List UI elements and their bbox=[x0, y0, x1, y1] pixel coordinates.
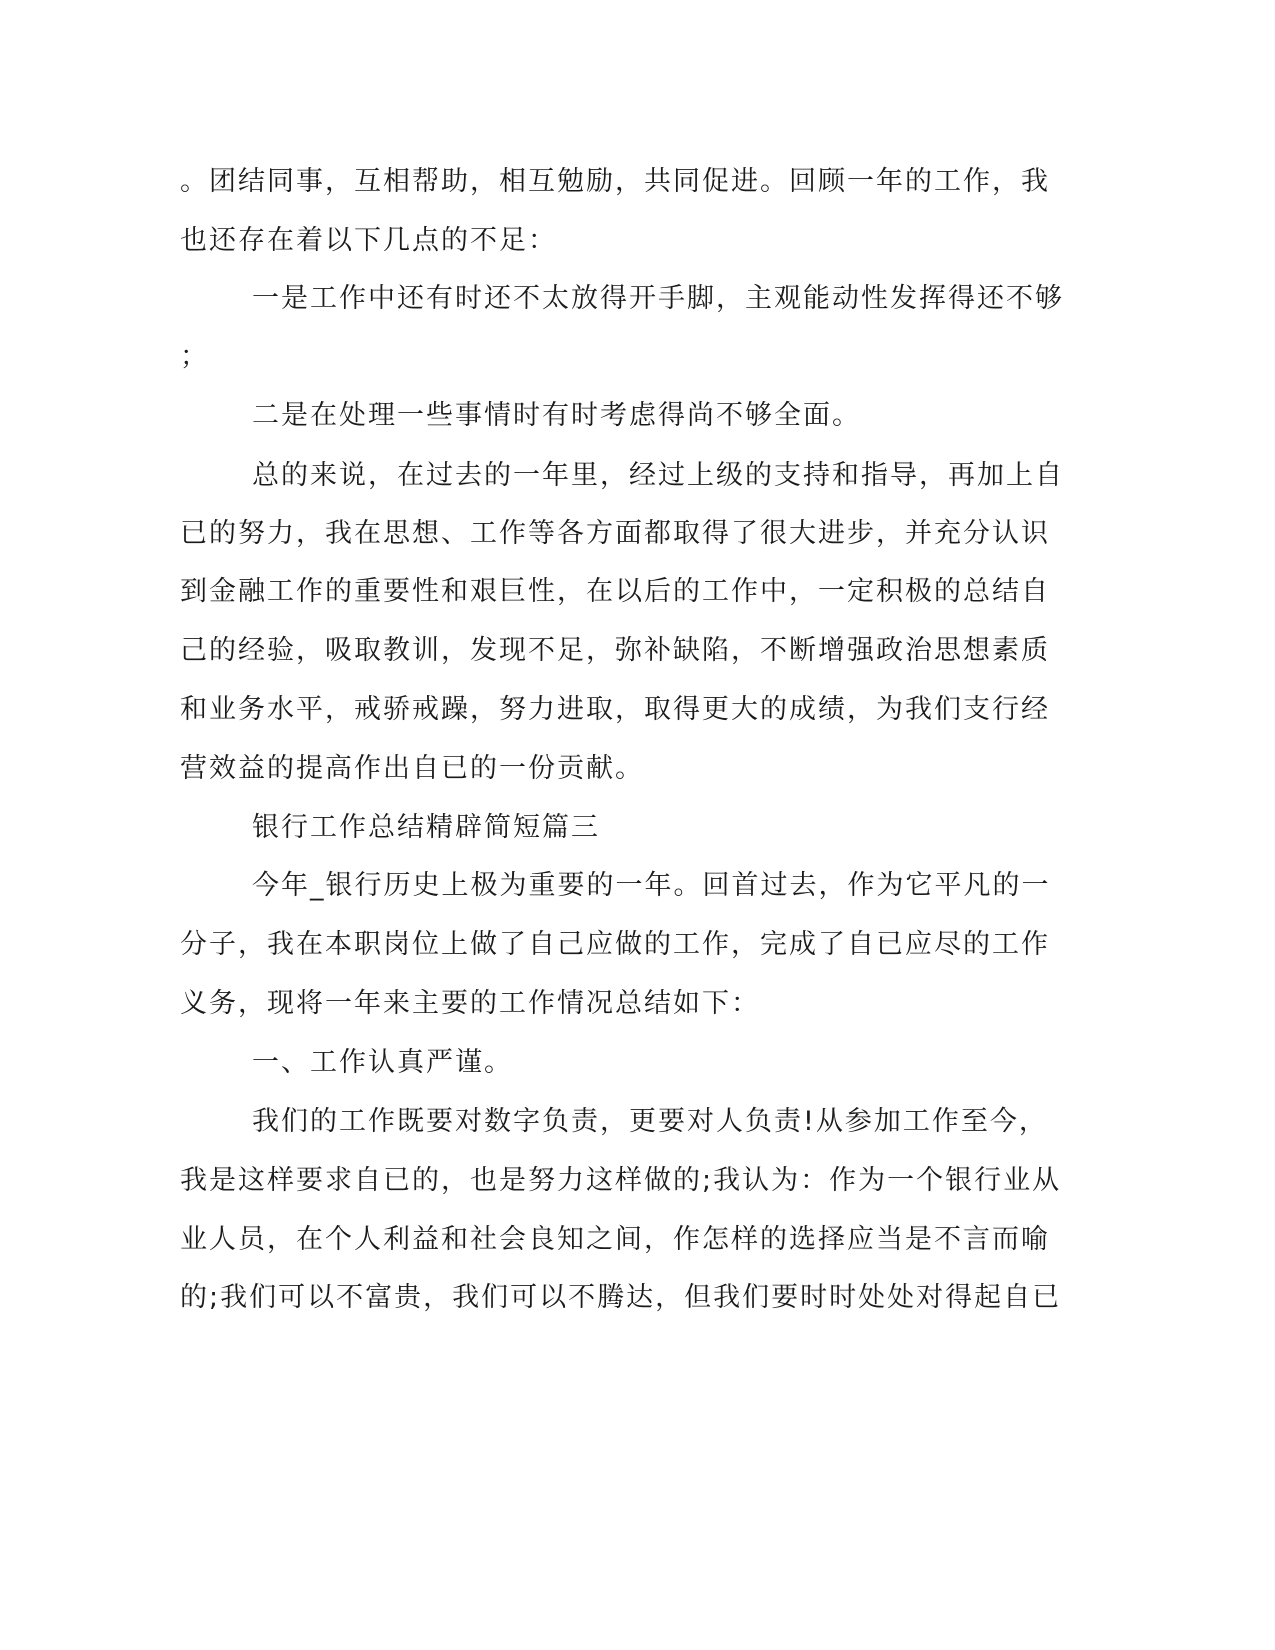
text-line: 也还存在着以下几点的不足： bbox=[180, 225, 557, 256]
text-line: 二是在处理一些事情时有时考虑得尚不够全面。 bbox=[252, 400, 861, 431]
text-line: 义务，现将一年来主要的工作情况总结如下： bbox=[180, 988, 760, 1019]
text-line: 和业务水平，戒骄戒躁，努力进取，取得更大的成绩，为我们支行经 bbox=[180, 694, 1050, 725]
text-line: 分子，我在本职岗位上做了自己应做的工作，完成了自已应尽的工作 bbox=[180, 929, 1050, 960]
text-line: 我是这样要求自已的，也是努力这样做的;我认为：作为一个银行业从 bbox=[180, 1165, 1062, 1196]
text-line: 已的努力，我在思想、工作等各方面都取得了很大进步，并充分认识 bbox=[180, 518, 1050, 549]
text-line: 营效益的提高作出自已的一份贡献。 bbox=[180, 753, 644, 784]
text-line: 的;我们可以不富贵，我们可以不腾达，但我们要时时处处对得起自已 bbox=[180, 1282, 1062, 1313]
text-line: 己的经验，吸取教训，发现不足，弥补缺陷，不断增强政治思想素质 bbox=[180, 635, 1050, 666]
subheading: 一、工作认真严谨。 bbox=[252, 1047, 513, 1078]
text-line: 到金融工作的重要性和艰巨性，在以后的工作中，一定积极的总结自 bbox=[180, 576, 1050, 607]
text-line: 一是工作中还有时还不太放得开手脚，主观能动性发挥得还不够 bbox=[252, 283, 1064, 314]
text-line: ； bbox=[180, 341, 209, 372]
text-line: 总的来说，在过去的一年里，经过上级的支持和指导，再加上自 bbox=[252, 460, 1064, 491]
section-heading: 银行工作总结精辟简短篇三 bbox=[252, 812, 600, 843]
text-line: 业人员，在个人利益和社会良知之间，作怎样的选择应当是不言而喻 bbox=[180, 1224, 1050, 1255]
text-line: 今年_银行历史上极为重要的一年。回首过去，作为它平凡的一 bbox=[252, 870, 1051, 901]
text-line: 我们的工作既要对数字负责，更要对人负责!从参加工作至今， bbox=[252, 1106, 1048, 1137]
text-line: 。团结同事，互相帮助，相互勉励，共同促进。回顾一年的工作，我 bbox=[180, 166, 1050, 197]
